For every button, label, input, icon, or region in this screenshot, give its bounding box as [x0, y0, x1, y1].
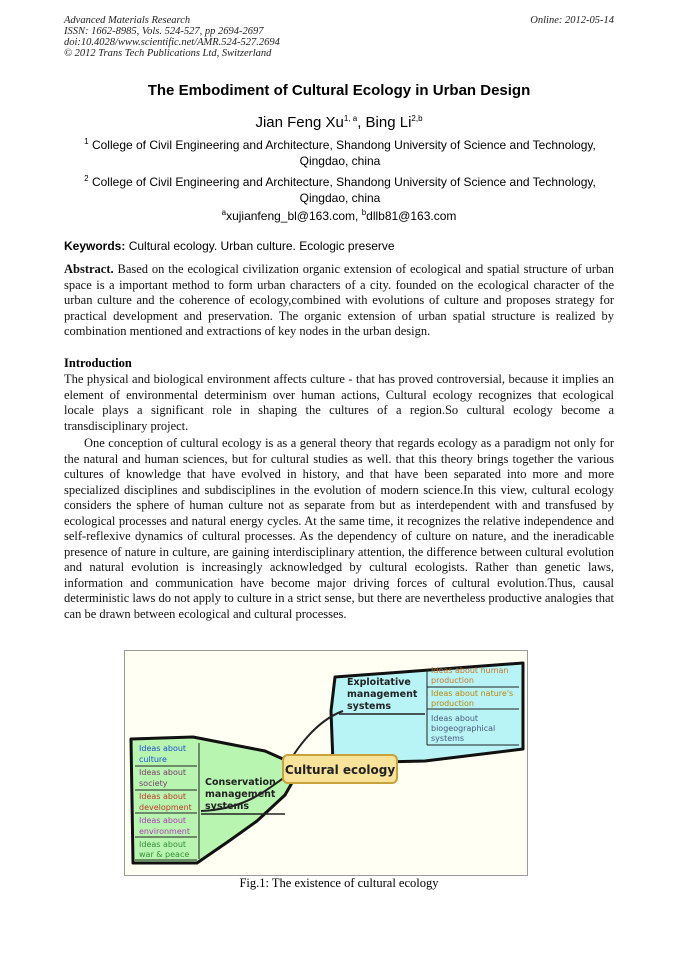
top-leaf-1-l1: Ideas about human — [431, 666, 509, 675]
author-1-sup: 1, a — [343, 114, 358, 123]
exploitative-label-2: management — [347, 689, 418, 700]
abstract-label: Abstract. — [64, 262, 114, 276]
left-leaf-5-l2: war & peace — [139, 850, 190, 859]
journal-copyright: © 2012 Trans Tech Publications Ltd, Switzerland — [64, 48, 272, 59]
keywords-label: Keywords: — [64, 239, 126, 253]
left-leaf-5-l1: Ideas about — [139, 840, 187, 849]
paper-title: The Embodiment of Cultural Ecology in Urban Design — [147, 82, 531, 99]
affiliation-1-line1: College of Civil Engineering and Architecture, Shandong University of Science and Technology, — [91, 138, 596, 152]
author-1: Jian Feng Xu — [255, 114, 344, 131]
journal-doi: doi:10.4028/www.scientific.net/AMR.524-527.2694 — [64, 37, 280, 48]
journal-name: Advanced Materials Research — [64, 15, 191, 26]
top-leaf-3-l3: systems — [431, 734, 465, 743]
left-leaf-1-l1: Ideas about — [139, 744, 187, 753]
online-date: Online: 2012-05-14 — [530, 15, 614, 26]
intro-paragraph-2: One conception of cultural ecology is as a general theory that regards ecology as a paradigm not only for the natural and human sciences, but for cultural studies as well. that this theory brings together the various cultures of knowledge that have evolved in history, and that have been separated into more and more specialized disciplines and subdisciplines in the evolution of modern science.In this view, cultural ecology considers the sphere of human culture not as separate from but as interdependent with and transfused by ecological processes and natural energy cycles. At the same time, it recognizes the relative independence and self-reflexive dynamics of cultural processes. As the dependency of culture on nature, and the ineradicable presence of nature in culture, are gaining interdisciplinary attention, the difference between cultural evolution and natural evolution is increasingly acknowledged by cultural ecologists. Rather than genetic laws, information and communication have become major driving forces of cultural evolution.Thus, causal deterministic laws do not apply to culture in a strict sense, but there are nevertheless productive analogies that can be drawn between ecological and cultural processes. — [64, 436, 614, 621]
center-node-label: Cultural ecology — [284, 763, 396, 777]
left-leaf-4-l1: Ideas about — [139, 816, 187, 825]
email-line — [0, 209, 678, 223]
section-heading-introduction: Introduction — [64, 356, 132, 370]
abstract — [64, 262, 614, 340]
exploitative-label-3: systems — [347, 701, 392, 712]
cultural-ecology-mindmap — [125, 651, 527, 875]
left-leaf-3-l2: development — [139, 803, 192, 812]
figure-1 — [124, 650, 528, 876]
journal-issn: ISSN: 1662-8985, Vols. 524-527, pp 2694-2697 — [64, 26, 264, 37]
author-sep: , — [357, 114, 366, 131]
top-leaf-3-l2: biogeographical — [431, 724, 496, 733]
author-line — [0, 114, 678, 131]
author-2-sup: 2,b — [411, 114, 423, 123]
left-leaf-1-l2: culture — [139, 755, 167, 764]
email-b[interactable]: dllb81@163.com — [366, 209, 457, 223]
affiliation-1-line2: Qingdao, china — [299, 154, 381, 168]
top-leaf-2-l1: Ideas about nature's — [431, 689, 514, 698]
journal-header — [64, 15, 614, 59]
affiliation-2-sup: 2 — [84, 174, 89, 183]
author-2: Bing Li — [365, 114, 412, 131]
top-leaf-3-l1: Ideas about — [431, 714, 479, 723]
affiliation-2-line2: Qingdao, china — [299, 191, 381, 205]
conservation-label-2: management — [205, 789, 276, 800]
top-leaf-2-l2: production — [431, 699, 474, 708]
email-a[interactable]: xujianfeng_bl@163.com, — [226, 209, 362, 223]
left-leaf-2-l2: society — [139, 779, 168, 788]
abstract-text: Based on the ecological civilization organic extension of ecological and spatial structure of urban space is a important method to form urban characters of a city. founded on the ecological character of the urban culture and the coherence of ecology,combined with evolutions of culture and proposes strategy for practical development and preservation. The organic extension of urban spatial structure is realized by combination mentioned and extractions of key nodes in the urban design. — [64, 262, 614, 338]
top-leaf-1-l2: production — [431, 676, 474, 685]
figure-caption: Fig.1: The existence of cultural ecology — [239, 876, 439, 890]
keywords-text: Cultural ecology. Urban culture. Ecologic preserve — [125, 239, 395, 253]
keywords — [64, 239, 395, 253]
affiliation-2-line1: College of Civil Engineering and Architecture, Shandong University of Science and Technology, — [91, 175, 596, 189]
left-leaf-2-l1: Ideas about — [139, 768, 187, 777]
affiliation-1-sup: 1 — [84, 137, 89, 146]
intro-paragraph-1: The physical and biological environment affects culture - that has proved controversial, because it implies an element of environmental determinism over human actions, Cultural ecology recognizes that ecological locale plays a significant role in shaping the cultures of a region.So cultural ecology become a transdisciplinary project. — [64, 372, 614, 433]
exploitative-label-1: Exploitative — [347, 677, 411, 688]
conservation-label-1: Conservation — [205, 777, 276, 788]
conservation-label-3: systems — [205, 801, 250, 812]
email-b-sup: b — [361, 208, 367, 217]
email-a-sup: a — [221, 208, 227, 217]
affiliation-1 — [64, 137, 616, 169]
affiliation-2 — [64, 174, 616, 206]
left-leaf-3-l1: Ideas about — [139, 792, 187, 801]
left-leaf-4-l2: environment — [139, 827, 190, 836]
